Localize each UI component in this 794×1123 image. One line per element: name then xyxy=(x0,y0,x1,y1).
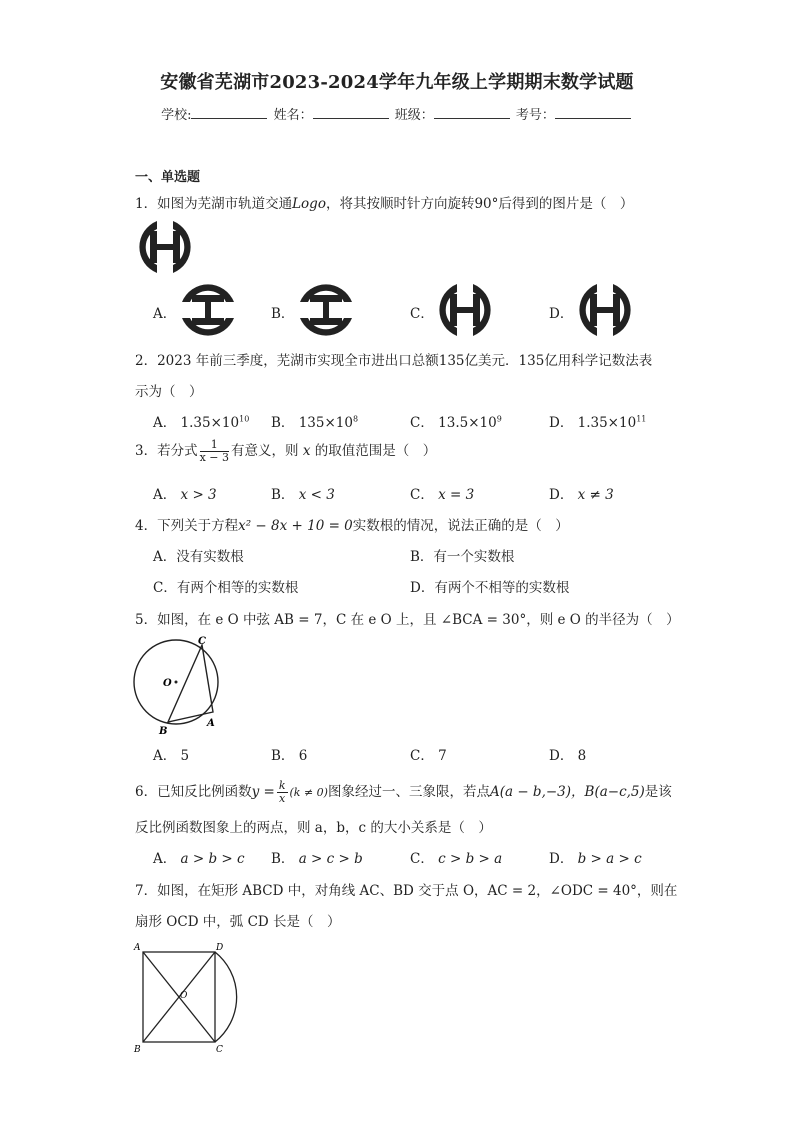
question-7-stem-line1: 7．如图，在矩形 ABCD 中，对角线 AC、BD 交于点 O，AC = 2，∠ODC = 40°，则在 xyxy=(135,883,678,899)
q3-option-b[interactable] xyxy=(271,483,335,503)
q2-text-c: 亿用科学记数法表 xyxy=(544,353,653,369)
q3-var: x xyxy=(302,443,311,459)
q6-option-c-label: C． xyxy=(410,851,434,867)
q3-option-c-expr: x = 3 xyxy=(438,487,475,503)
q1-option-c-label[interactable]: C． xyxy=(410,306,434,322)
class-label: 班级： xyxy=(394,108,434,123)
q2-option-c-base: 13.5×10 xyxy=(438,415,497,431)
page-title: 安徽省芜湖市2023-2024学年九年级上学期期末数学试题 xyxy=(160,72,634,93)
q2-option-d-base: 1.35×10 xyxy=(577,415,637,431)
q4-option-d-label: D． xyxy=(410,580,435,596)
class-blank[interactable] xyxy=(434,106,510,119)
q4-option-b[interactable] xyxy=(410,545,514,565)
q6-fraction xyxy=(277,780,288,805)
q4-option-d[interactable] xyxy=(410,576,569,596)
q5-option-d-value: 8 xyxy=(577,748,587,764)
question-2-stem-line2: 示为（ ） xyxy=(135,384,203,400)
school-label: 学校: xyxy=(161,108,192,123)
q1-text-b: ，将其按顺时针方向旋转 xyxy=(325,196,475,212)
q7-label-c: C xyxy=(216,1045,223,1054)
q6-option-d-label: D． xyxy=(549,851,574,867)
q5-option-b[interactable] xyxy=(271,744,307,764)
q4-text-b: 实数根的情况，说法正确的是（ ） xyxy=(352,518,569,534)
q7-label-b: B xyxy=(134,1045,141,1054)
q6-option-b[interactable] xyxy=(271,847,363,867)
question-7-stem-line2: 扇形 OCD 中，弧 CD 长是（ ） xyxy=(135,914,341,930)
name-label: 姓名： xyxy=(273,108,313,123)
q6-option-b-expr: a > c > b xyxy=(298,851,363,867)
q3-option-a-label: A． xyxy=(153,487,177,503)
q6-option-a[interactable] xyxy=(153,847,245,867)
q7-label-d: D xyxy=(216,943,224,953)
q2-option-b[interactable] xyxy=(271,411,358,431)
q3-fraction xyxy=(200,439,229,464)
q5-option-a-value: 5 xyxy=(180,748,190,764)
q2-option-d-exp: 11 xyxy=(636,414,647,424)
q5-option-c[interactable] xyxy=(410,744,447,764)
q6-point-b: ，B(a−c,5) xyxy=(571,784,645,800)
q4-option-c-label: C． xyxy=(153,580,177,596)
q3-frac-den: x − 3 xyxy=(199,451,230,464)
q1-option-b-label[interactable]: B． xyxy=(271,306,295,322)
q3-text-a: 3．若分式 xyxy=(135,443,198,459)
q4-option-a[interactable] xyxy=(153,545,244,565)
q6-text-c: 是该 xyxy=(644,784,672,800)
q5-option-a[interactable] xyxy=(153,744,189,764)
q6-fn-y: y = xyxy=(251,784,275,800)
q1-option-b-figure[interactable] xyxy=(296,280,356,340)
q3-option-b-expr: x < 3 xyxy=(298,487,335,503)
q1-option-a-figure[interactable] xyxy=(178,280,238,340)
question-4-stem xyxy=(135,514,569,534)
q4-option-a-text: 没有实数根 xyxy=(176,549,244,565)
q3-text-c: 的取值范围是（ ） xyxy=(314,443,437,459)
q5-option-b-label: B． xyxy=(271,748,295,764)
q2-option-a-label: A． xyxy=(153,415,177,431)
q4-text-a: 4．下列关于方程 xyxy=(135,518,239,534)
q2-num-2: 135 xyxy=(518,353,545,369)
q2-text-b: 亿美元． xyxy=(464,353,519,369)
q6-frac-num: k xyxy=(278,779,286,792)
q3-frac-num: 1 xyxy=(200,439,229,452)
question-2-stem-line1 xyxy=(135,349,652,369)
q7-arc-cd xyxy=(215,952,237,1042)
q2-option-d[interactable] xyxy=(549,411,646,431)
q6-option-b-label: B． xyxy=(271,851,295,867)
question-3-stem xyxy=(135,439,436,464)
section-heading: 一、单选题 xyxy=(135,170,201,185)
q5-label-c: C xyxy=(198,636,206,647)
q3-option-a-expr: x > 3 xyxy=(180,487,217,503)
q4-option-c-text: 有两个相等的实数根 xyxy=(176,580,299,596)
q4-option-b-label: B． xyxy=(410,549,434,565)
q5-option-c-value: 7 xyxy=(438,748,447,764)
q2-option-b-exp: 8 xyxy=(352,414,359,424)
q5-option-d-label: D． xyxy=(549,748,574,764)
q6-option-d-expr: b > a > c xyxy=(577,851,642,867)
school-blank[interactable] xyxy=(191,106,267,119)
q2-option-b-base: 135×10 xyxy=(298,415,353,431)
q2-text-a: 2．2023 年前三季度，芜湖市实现全市进出口总额 xyxy=(135,353,439,369)
q1-text-c: 后得到的图片是（ ） xyxy=(498,196,634,212)
q2-option-d-label: D． xyxy=(549,415,574,431)
question-6-stem-line2: 反比例函数图象上的两点，则 a，b，c 的大小关系是（ ） xyxy=(135,820,492,836)
q3-option-c-label: C． xyxy=(410,487,434,503)
q1-angle: 90° xyxy=(474,196,499,212)
q4-equation: x² − 8x + 10 = 0 xyxy=(238,518,353,534)
name-blank[interactable] xyxy=(313,106,389,119)
q5-label-b: B xyxy=(159,726,168,736)
q6-option-a-label: A． xyxy=(153,851,177,867)
q3-option-d[interactable] xyxy=(549,483,614,503)
id-label: 考号： xyxy=(515,108,555,123)
question-5-stem: 5．如图，在 e O 中弦 AB = 7，C 在 e O 上，且 ∠BCA = 30°，则 e O 的半径为（ ） xyxy=(135,612,680,628)
q5-option-b-value: 6 xyxy=(298,748,308,764)
q6-point-a: A(a − b,−3) xyxy=(489,784,572,800)
q5-option-a-label: A． xyxy=(153,748,177,764)
q1-option-c-figure[interactable] xyxy=(435,280,495,340)
q5-label-a: A xyxy=(207,718,215,729)
q4-option-c[interactable] xyxy=(153,576,298,596)
q3-option-a[interactable] xyxy=(153,483,217,503)
id-blank[interactable] xyxy=(555,106,631,119)
q5-option-c-label: C． xyxy=(410,748,434,764)
q6-option-c-expr: c > b > a xyxy=(438,851,503,867)
q3-option-d-expr: x ≠ 3 xyxy=(577,487,614,503)
q4-option-a-label: A． xyxy=(153,549,177,565)
q1-text-a: 1．如图为芜湖市轨道交通 xyxy=(135,196,293,212)
q3-option-c[interactable] xyxy=(410,483,474,503)
q5-circle-figure xyxy=(128,632,226,736)
q1-logo-word: Logo xyxy=(292,196,326,212)
q4-option-b-text: 有一个实数根 xyxy=(433,549,515,565)
q2-option-c-exp: 9 xyxy=(496,414,502,424)
q6-text-a: 6．已知反比例函数 xyxy=(135,784,252,800)
q6-option-d[interactable] xyxy=(549,847,642,867)
q6-option-c[interactable] xyxy=(410,847,502,867)
q1-option-d-label[interactable]: D． xyxy=(549,306,574,322)
q7-rectangle-figure xyxy=(128,940,246,1054)
q4-option-d-text: 有两个不相等的实数根 xyxy=(434,580,570,596)
question-1-stem xyxy=(135,192,633,212)
q2-option-c-label: C． xyxy=(410,415,434,431)
q2-num-1: 135 xyxy=(438,353,465,369)
question-6-stem-line1 xyxy=(135,780,672,805)
q5-center-point xyxy=(175,681,178,684)
q2-option-a-exp: 10 xyxy=(239,414,250,424)
q1-option-d-figure[interactable] xyxy=(574,280,636,340)
q7-label-o: O xyxy=(180,991,188,1001)
student-info-line xyxy=(0,104,794,123)
q5-option-d[interactable] xyxy=(549,744,586,764)
q6-frac-den: x xyxy=(279,792,286,805)
q6-cond: (k ≠ 0) xyxy=(289,786,328,799)
q3-option-d-label: D． xyxy=(549,487,574,503)
q2-option-c[interactable] xyxy=(410,411,502,431)
q2-option-a[interactable] xyxy=(153,411,249,431)
q3-text-b: 有意义，则 xyxy=(231,443,299,459)
q6-option-a-expr: a > b > c xyxy=(180,851,245,867)
q7-label-a: A xyxy=(134,943,141,953)
q3-option-b-label: B． xyxy=(271,487,295,503)
q6-text-b: 图象经过一、三象限，若点 xyxy=(327,784,490,800)
q2-option-b-label: B． xyxy=(271,415,295,431)
q5-label-o: O xyxy=(163,678,172,689)
q2-option-a-base: 1.35×10 xyxy=(180,415,240,431)
q1-option-a-label[interactable]: A． xyxy=(153,306,177,322)
q1-original-logo xyxy=(130,216,200,278)
